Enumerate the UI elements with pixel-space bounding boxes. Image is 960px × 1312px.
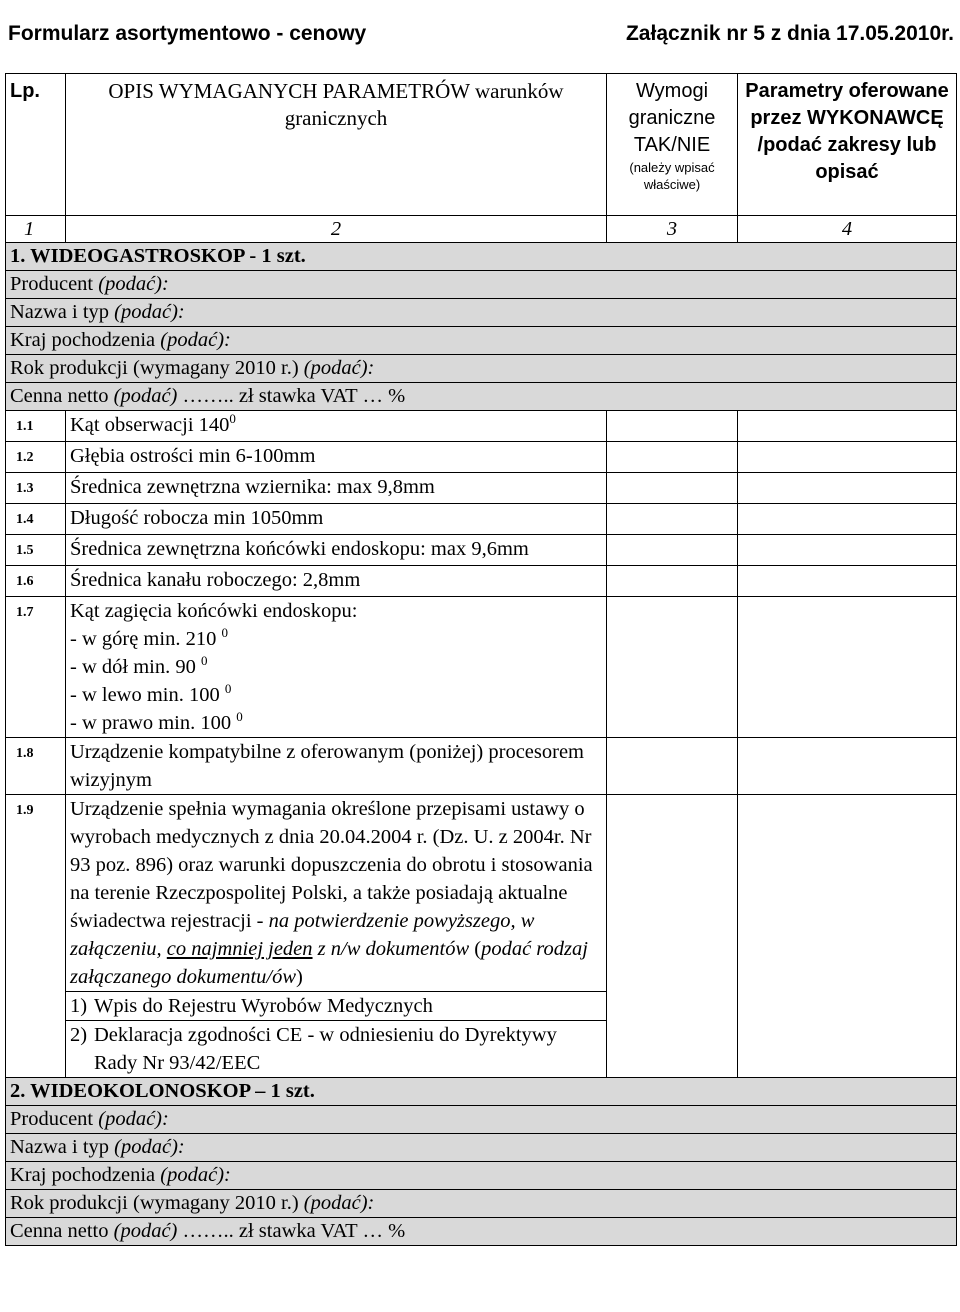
section-1-header — [6, 243, 957, 271]
section-1-title: 1. WIDEOGASTROSKOP - 1 szt. — [10, 245, 306, 267]
form-title: Formularz asortymentowo - cenowy — [8, 22, 367, 45]
section-1-kraj — [6, 327, 957, 355]
wymogi-cell[interactable] — [607, 795, 738, 1078]
item-description: Kąt obserwacji $140^0$ — [66, 411, 607, 442]
item-description: Średnica kanału roboczego: 2,8mm — [66, 566, 607, 597]
kraj-label: Kraj pochodzenia — [10, 329, 156, 351]
section-2-rok — [6, 1190, 957, 1218]
assortment-price-table — [5, 73, 957, 1246]
table-row — [6, 411, 957, 442]
table-row — [6, 566, 957, 597]
podac-label: (podać): — [160, 1164, 231, 1186]
wymogi-cell[interactable] — [607, 411, 738, 442]
col-number-4: 4 — [738, 216, 957, 243]
wymogi-cell[interactable] — [607, 473, 738, 504]
podac-label: (podać): — [114, 301, 185, 323]
col-number-1: 1 — [6, 216, 66, 243]
wymogi-cell[interactable] — [607, 566, 738, 597]
item-number: 1.5 — [6, 535, 66, 566]
wymogi-cell[interactable] — [607, 738, 738, 795]
rok-label: Rok produkcji (wymagany 2010 r.) — [10, 1192, 299, 1214]
item-number: 1.3 — [6, 473, 66, 504]
producent-label: Producent — [10, 1108, 94, 1130]
item-number: 1.9 — [6, 795, 66, 1078]
section-1-cenna — [6, 383, 957, 411]
column-number-row — [6, 216, 957, 243]
table-row — [6, 738, 957, 795]
table-row — [6, 535, 957, 566]
item-description: Średnica zewnętrzna końcówki endoskopu: max 9,6mm — [66, 535, 607, 566]
wymogi-cell[interactable] — [607, 504, 738, 535]
podac-label: (podać): — [114, 1136, 185, 1158]
parametry-cell[interactable] — [738, 504, 957, 535]
col-number-3: 3 — [607, 216, 738, 243]
parametry-cell[interactable] — [738, 566, 957, 597]
item-number: 1.4 — [6, 504, 66, 535]
wymogi-cell[interactable] — [607, 597, 738, 738]
parametry-cell[interactable] — [738, 442, 957, 473]
podac-label: (podać): — [160, 329, 231, 351]
podac-label: (podać): — [98, 1108, 169, 1130]
section-1-producent — [6, 271, 957, 299]
parametry-cell[interactable] — [738, 473, 957, 504]
cenna-label: Cenna netto — [10, 385, 109, 407]
item-description: Urządzenie spełnia wymagania określone przepisami ustawy o wyrobach medycznych z dnia 20.04.2004 r. (Dz. U. z 2004r. Nr 93 poz. 896) oraz warunki dopuszczenia do obrotu i stosowania na terenie Rzeczpospolitej Polski, a także posiadają aktualne świadectwa rejestracji - na potwierdzenie powyższego, w załączeniu, co najmniej jeden z n/w dokumentów (podać rodzaj załączanego dokumentu/ów) — [66, 795, 607, 992]
section-1-nazwa — [6, 299, 957, 327]
producent-label: Producent — [10, 273, 94, 295]
item-description: Głębia ostrości min 6-100mm — [66, 442, 607, 473]
item-description: Średnica zewnętrzna wziernika: max 9,8mm — [66, 473, 607, 504]
wymogi-label: Wymogi graniczne TAK/NIE — [628, 80, 716, 156]
section-2-kraj — [6, 1162, 957, 1190]
col-header-opis: OPIS WYMAGANYCH PARAMETRÓW warunków granicznych — [66, 74, 607, 216]
table-row — [6, 597, 957, 738]
podac-label: (podać): — [303, 357, 375, 379]
item-description: Urządzenie kompatybilne z oferowanym (poniżej) procesorem wizyjnym — [66, 738, 607, 795]
rok-label: Rok produkcji (wymagany 2010 r.) — [10, 357, 299, 379]
item-number: 1.1 — [6, 411, 66, 442]
cenna-tail: zł stawka VAT … % — [233, 385, 406, 407]
table-row — [6, 473, 957, 504]
nazwa-label: Nazwa i typ — [10, 301, 110, 323]
section-2-cenna — [6, 1218, 957, 1246]
item-number: 1.8 — [6, 738, 66, 795]
item-description: Długość robocza min 1050mm — [66, 504, 607, 535]
parametry-cell[interactable] — [738, 738, 957, 795]
cenna-tail: zł stawka VAT … % — [233, 1220, 406, 1242]
cenna-dots: …….. — [182, 385, 234, 407]
attachment-title: Załącznik nr 5 z dnia 17.05.2010r. — [625, 22, 954, 45]
wymogi-cell[interactable] — [607, 535, 738, 566]
section-2-producent — [6, 1106, 957, 1134]
wymogi-note: (należy wpisać właściwe) — [629, 160, 715, 192]
document-option-2: 2) Deklaracja zgodności CE - w odniesieniu do Dyrektywy Rady Nr 93/42/EEC — [66, 1021, 607, 1078]
col-header-lp: Lp. — [6, 74, 66, 216]
table-row — [6, 442, 957, 473]
item-number: 1.6 — [6, 566, 66, 597]
section-2-nazwa — [6, 1134, 957, 1162]
item-description: Kąt zagięcia końcówki endoskopu: - w górę min. 210 $^0$ - w dół min. 90 $^0$ - w lewo min. 100 $^0$ - w prawo min. 100 $^0$ — [66, 597, 607, 738]
document-option-1: 1) Wpis do Rejestru Wyrobów Medycznych — [66, 992, 607, 1021]
item-number: 1.2 — [6, 442, 66, 473]
kraj-label: Kraj pochodzenia — [10, 1164, 156, 1186]
section-2-title: 2. WIDEOKOLONOSKOP – 1 szt. — [10, 1080, 315, 1102]
wymogi-cell[interactable] — [607, 442, 738, 473]
cenna-podac: (podać) — [113, 385, 178, 407]
item-number: 1.7 — [6, 597, 66, 738]
table-row — [6, 795, 957, 992]
table-header-row — [6, 74, 957, 216]
cenna-podac: (podać) — [113, 1220, 178, 1242]
parametry-cell[interactable] — [738, 795, 957, 1078]
section-2-header — [6, 1078, 957, 1106]
podac-label: (podać): — [98, 273, 169, 295]
cenna-dots: …….. — [182, 1220, 234, 1242]
parametry-cell[interactable] — [738, 597, 957, 738]
col-header-wymogi — [607, 74, 738, 216]
parametry-cell[interactable] — [738, 411, 957, 442]
nazwa-label: Nazwa i typ — [10, 1136, 110, 1158]
section-1-rok — [6, 355, 957, 383]
podac-label: (podać): — [303, 1192, 375, 1214]
parametry-cell[interactable] — [738, 535, 957, 566]
col-number-2: 2 — [66, 216, 607, 243]
cenna-label: Cenna netto — [10, 1220, 109, 1242]
col-header-parametry: Parametry oferowane przez WYKONAWCĘ /podać zakresy lub opisać — [738, 74, 957, 216]
table-row — [6, 504, 957, 535]
